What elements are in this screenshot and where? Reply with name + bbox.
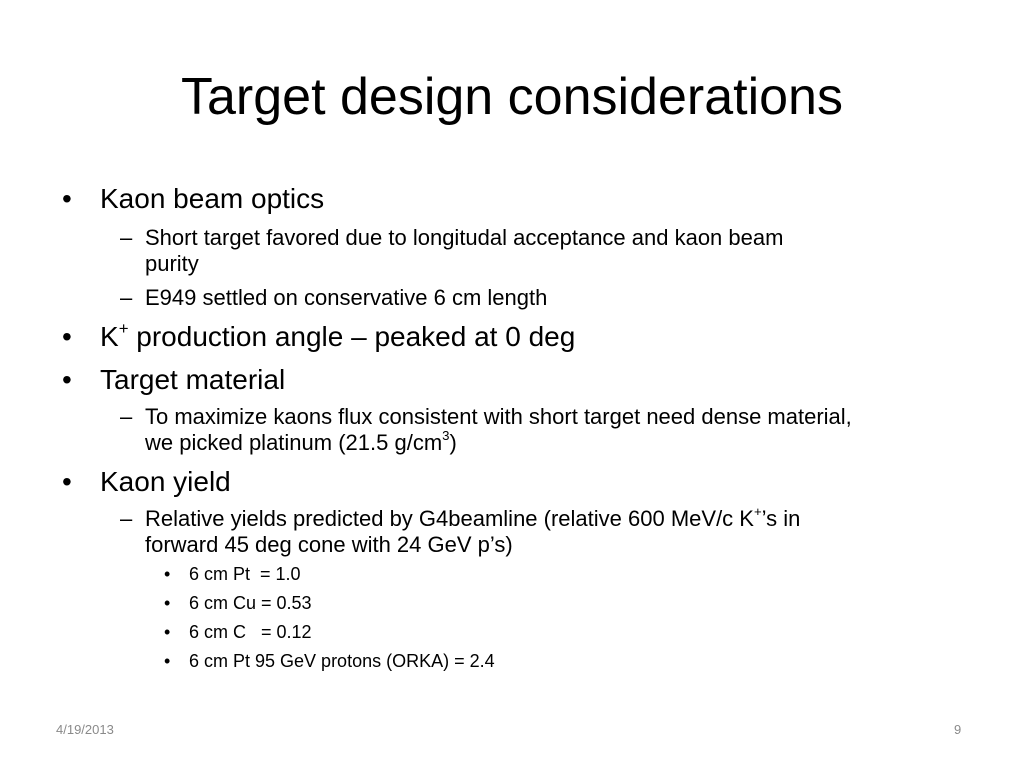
- superscript-plus: +: [118, 319, 129, 338]
- dash-marker: –: [120, 506, 133, 531]
- sub-bullet-maximize-line2: [145, 430, 457, 456]
- bullet-marker: •: [164, 622, 171, 642]
- bullet-marker: •: [62, 183, 72, 214]
- superscript-plus: +: [753, 504, 762, 520]
- sub-bullet-short-target-line1: Short target favored due to longitudal acceptance and kaon beam: [145, 225, 784, 250]
- yield-item-c: 6 cm C = 0.12: [189, 622, 312, 642]
- dash-marker: –: [120, 225, 133, 250]
- sub-bullet-relative-yields-line2: forward 45 deg cone with 24 GeV p’s): [145, 532, 513, 557]
- production-angle-text: production angle – peaked at 0 deg: [128, 321, 576, 352]
- footer-page-number: 9: [954, 722, 962, 737]
- footer-date: 4/19/2013: [56, 722, 114, 737]
- kaon-symbol: K: [100, 321, 119, 352]
- bullet-marker: •: [62, 321, 72, 352]
- yield-item-cu: 6 cm Cu = 0.53: [189, 593, 312, 613]
- relative-yields-suffix: ’s in: [761, 506, 801, 531]
- dash-marker: –: [120, 285, 133, 310]
- bullet-marker: •: [62, 466, 72, 497]
- bullet-production-angle: [100, 320, 575, 354]
- bullet-target-material: Target material: [100, 364, 286, 395]
- closing-paren: ): [449, 430, 457, 455]
- bullet-marker: •: [164, 564, 171, 584]
- bullet-marker: •: [164, 651, 171, 671]
- bullet-marker: •: [62, 364, 72, 395]
- slide-title: Target design considerations: [181, 68, 843, 126]
- relative-yields-text: Relative yields predicted by G4beamline (relative 600 MeV/c K: [145, 506, 754, 531]
- sub-bullet-relative-yields-line1: [145, 506, 800, 532]
- platinum-text: we picked platinum (21.5 g/cm: [145, 430, 443, 455]
- sub-bullet-short-target-line2: purity: [145, 251, 199, 276]
- yield-item-orka: 6 cm Pt 95 GeV protons (ORKA) = 2.4: [189, 651, 495, 671]
- bullet-marker: •: [164, 593, 171, 613]
- yield-item-pt: 6 cm Pt = 1.0: [189, 564, 301, 584]
- sub-bullet-maximize-line1: To maximize kaons flux consistent with short target need dense material,: [145, 404, 852, 429]
- superscript-3: 3: [442, 428, 450, 444]
- bullet-kaon-yield: Kaon yield: [100, 466, 231, 497]
- dash-marker: –: [120, 404, 133, 429]
- bullet-kaon-beam-optics: Kaon beam optics: [100, 183, 325, 214]
- sub-bullet-e949: E949 settled on conservative 6 cm length: [145, 285, 548, 310]
